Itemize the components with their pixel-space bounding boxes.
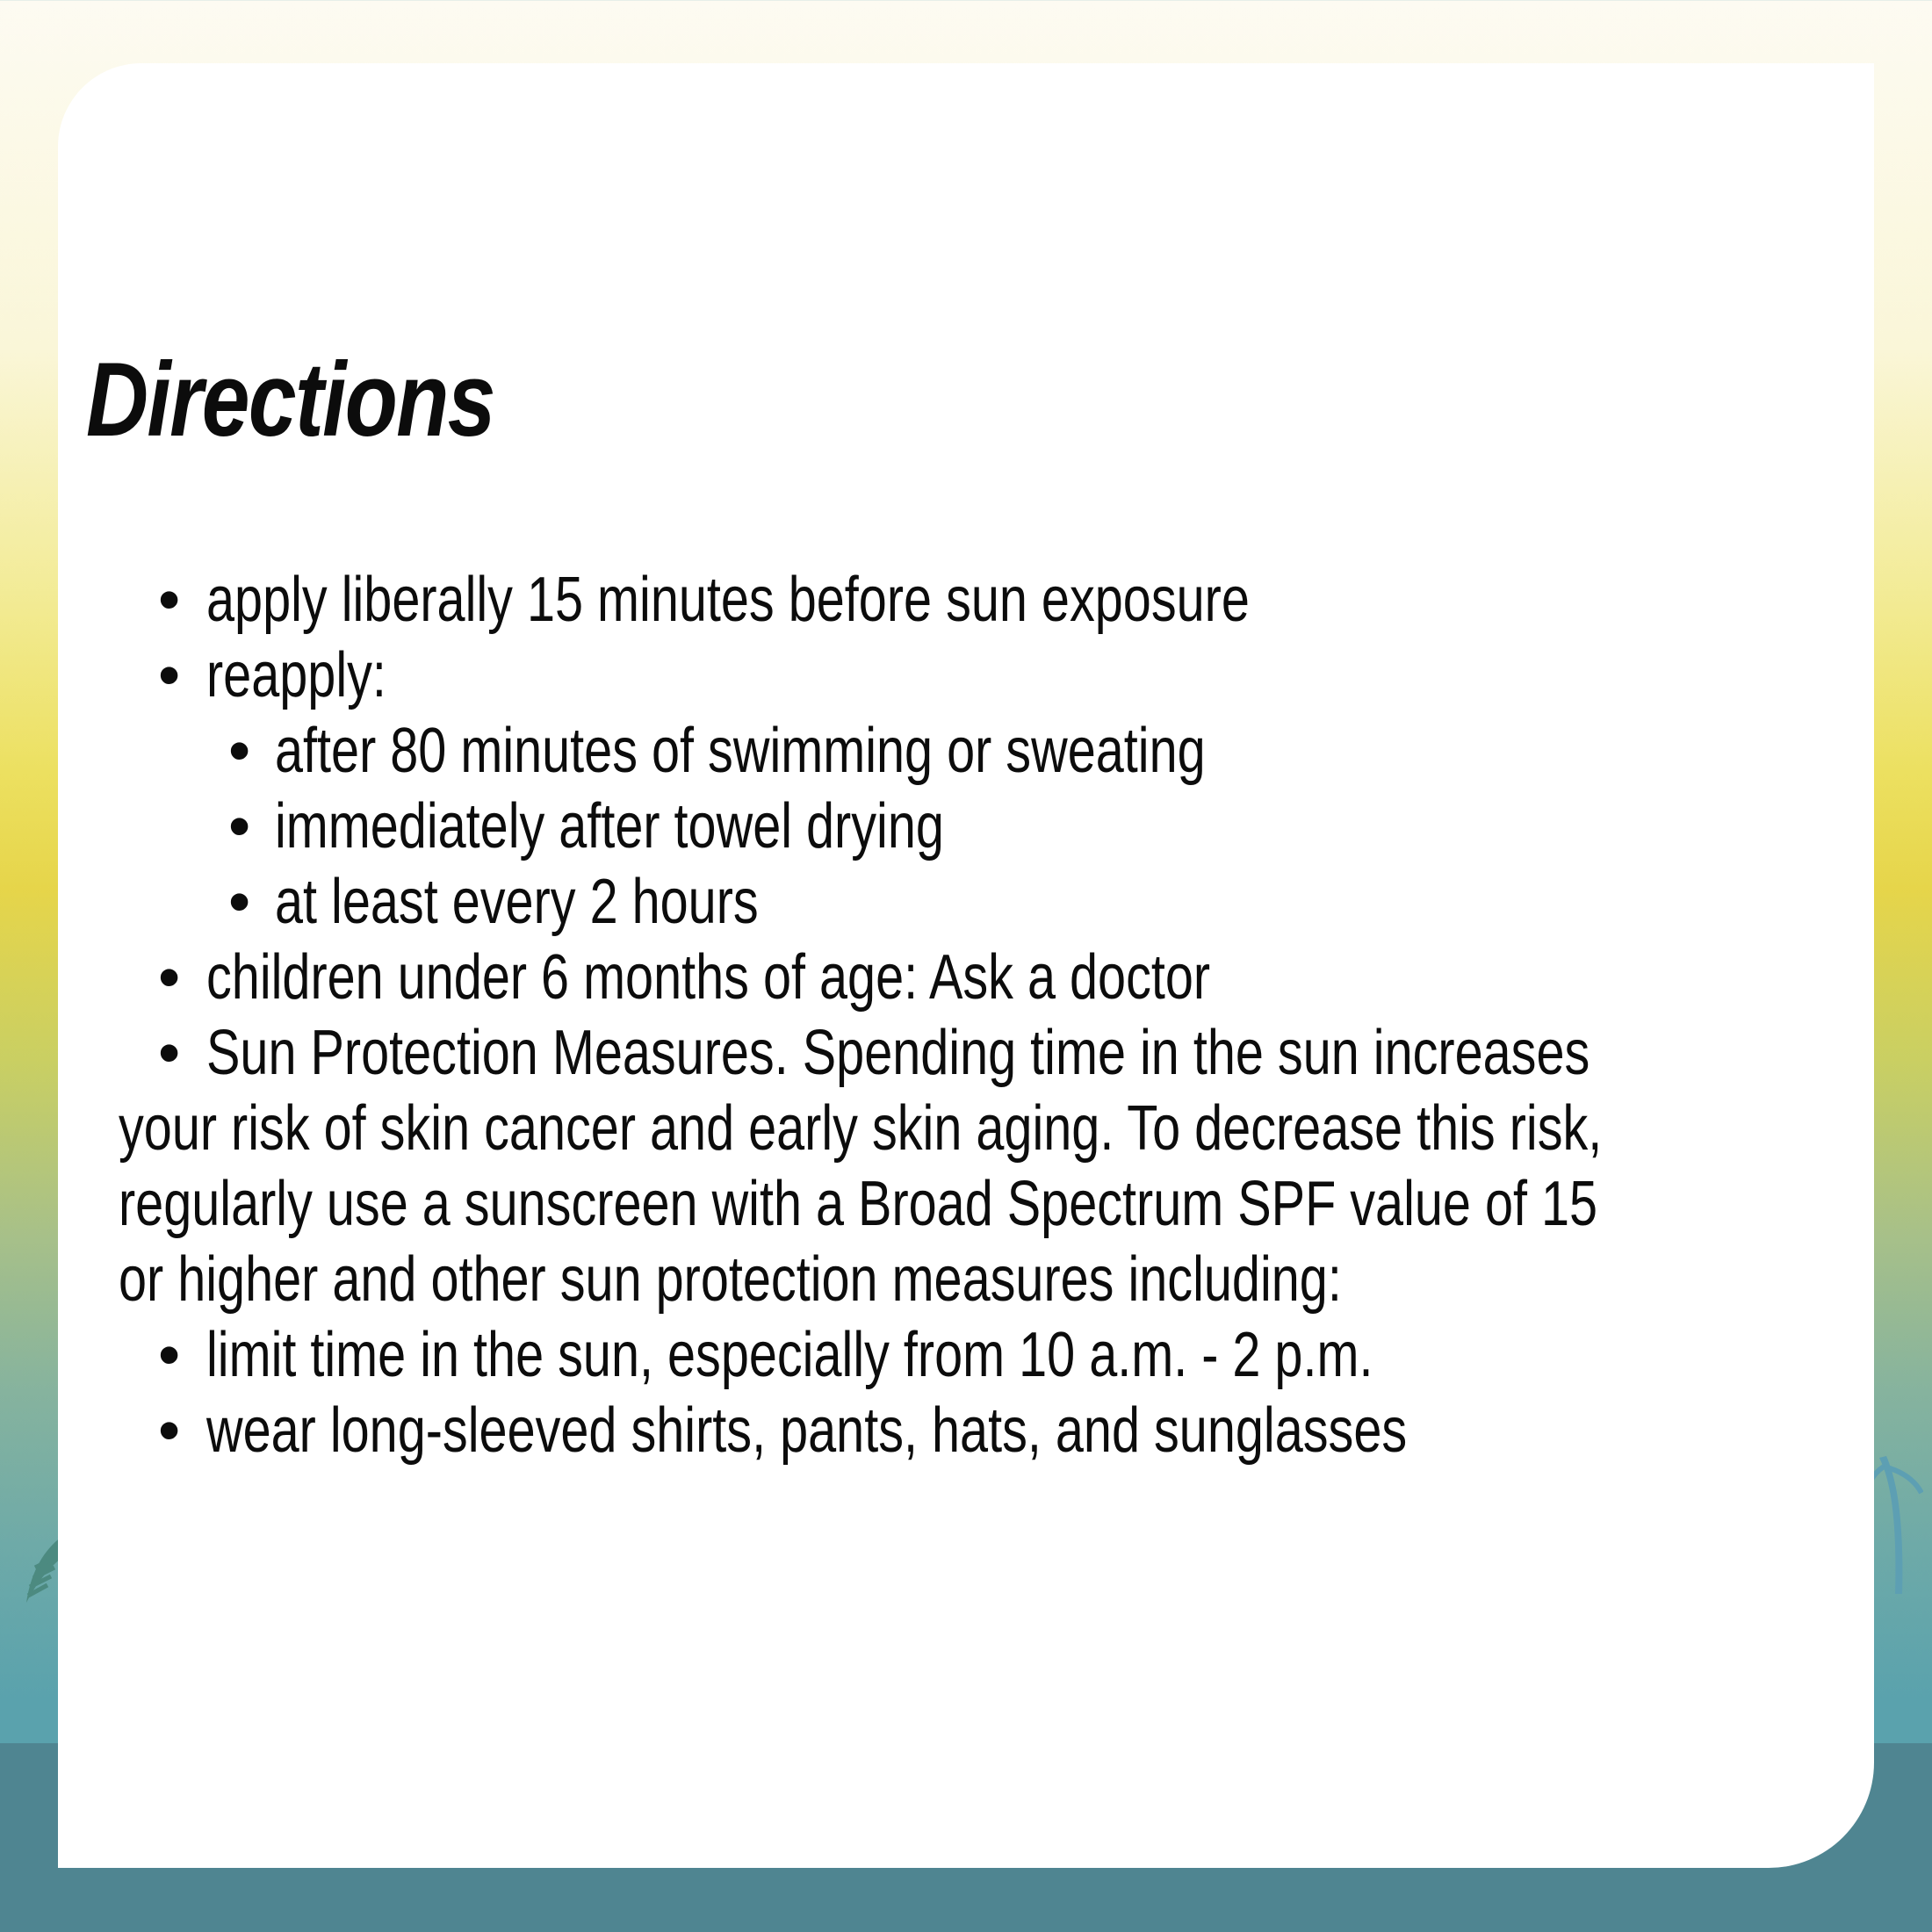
reapply-item: after 80 minutes of swimming or sweating	[275, 716, 1206, 786]
paragraph-line	[61, 1166, 1871, 1242]
list-item	[61, 1015, 1871, 1091]
list-item	[61, 1393, 1871, 1468]
direction-apply: apply liberally 15 minutes before sun exposure	[206, 565, 1250, 635]
measure-item: wear long-sleeved shirts, pants, hats, and sunglasses	[206, 1395, 1408, 1466]
reapply-item: immediately after towel drying	[275, 791, 944, 861]
bullet-dot-icon: •	[228, 791, 251, 861]
direction-children: children under 6 months of age: Ask a doctor	[206, 942, 1211, 1013]
list-item	[61, 1317, 1871, 1393]
list-item	[61, 940, 1871, 1015]
list-item	[61, 713, 1871, 789]
paragraph-line	[61, 1242, 1871, 1317]
list-item	[61, 562, 1871, 638]
bullet-dot-icon: •	[228, 716, 251, 786]
direction-reapply: reapply:	[206, 640, 386, 710]
list-item	[61, 789, 1871, 864]
list-item	[61, 638, 1871, 713]
bullet-dot-icon: •	[158, 1320, 181, 1390]
bullet-dot-icon: •	[158, 640, 181, 710]
sun-protection-line: Sun Protection Measures. Spending time in the sun increases	[206, 1018, 1590, 1088]
page-title: Directions	[86, 341, 494, 458]
bullet-dot-icon: •	[158, 942, 181, 1013]
bullet-dot-icon: •	[228, 867, 251, 937]
sun-protection-line: your risk of skin cancer and early skin aging. To decrease this risk,	[119, 1093, 1603, 1164]
reapply-item: at least every 2 hours	[275, 867, 759, 937]
paragraph-line	[61, 1091, 1871, 1166]
bullet-dot-icon: •	[158, 565, 181, 635]
measure-item: limit time in the sun, especially from 10 a.m. - 2 p.m.	[206, 1320, 1373, 1390]
bullet-dot-icon: •	[158, 1018, 181, 1088]
sun-protection-line: regularly use a sunscreen with a Broad Spectrum SPF value of 15	[119, 1169, 1598, 1239]
sun-protection-line: or higher and other sun protection measures including:	[119, 1244, 1342, 1315]
list-item	[61, 864, 1871, 940]
directions-list	[61, 562, 1871, 1468]
bullet-dot-icon: •	[158, 1395, 181, 1466]
